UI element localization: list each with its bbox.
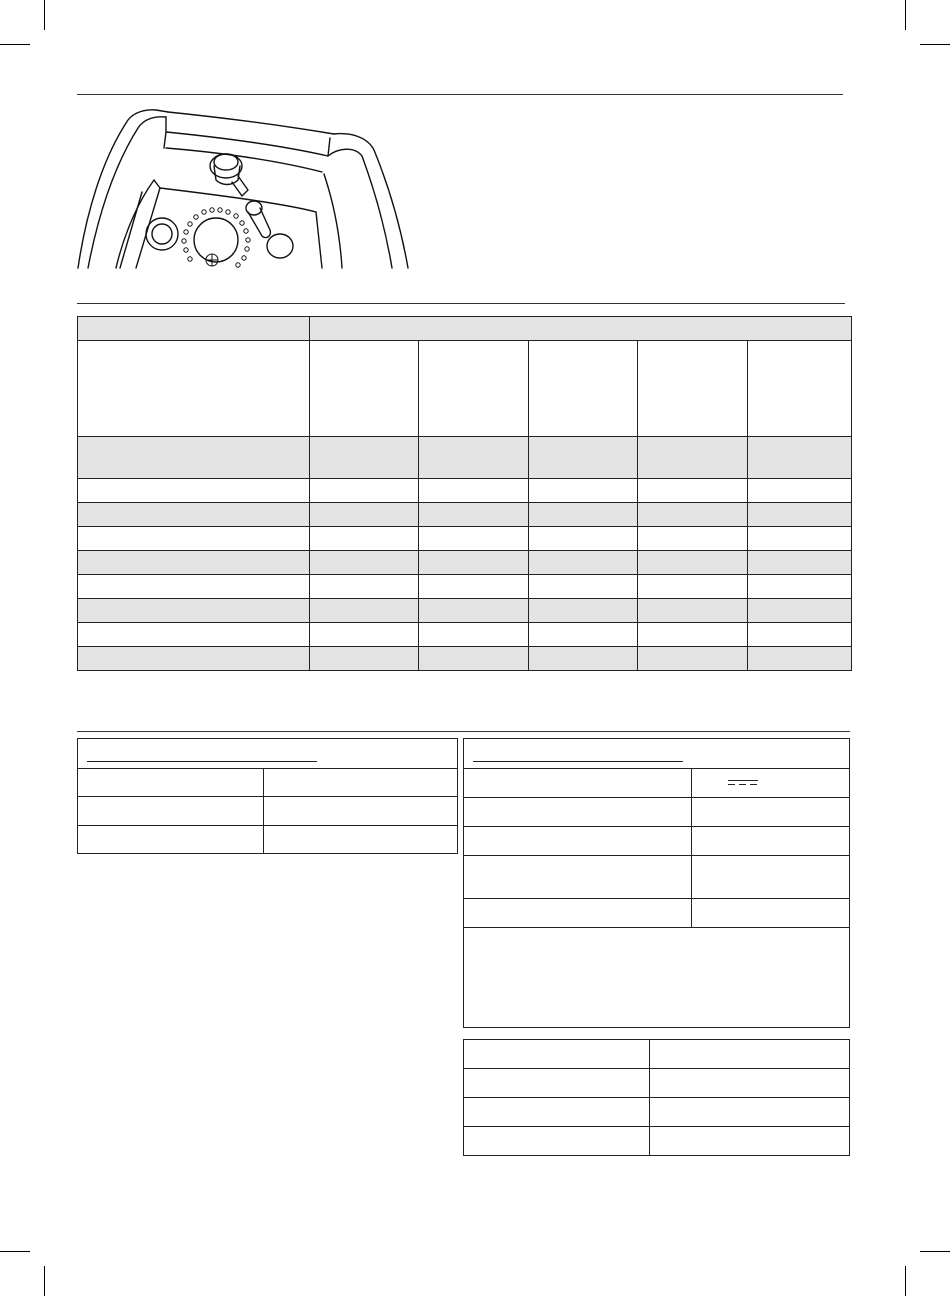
table-row [78, 527, 852, 551]
table-cell [78, 797, 264, 826]
table-header-row [78, 341, 852, 437]
table-cell [748, 479, 852, 503]
table-cell [638, 575, 748, 599]
table-cell [650, 1127, 850, 1156]
table-cell [78, 479, 310, 503]
right-spec-box [463, 738, 850, 1028]
table-cell [748, 503, 852, 527]
crop-mark [0, 44, 30, 45]
table-cell [419, 527, 529, 551]
table-cell [264, 769, 458, 797]
table-row [78, 826, 458, 854]
table-cell [638, 503, 748, 527]
table-cell [419, 575, 529, 599]
table-cell [264, 826, 458, 854]
section-rule-top [77, 94, 843, 95]
table-cell [78, 826, 264, 854]
table-cell [78, 437, 310, 479]
table-row [464, 899, 850, 928]
table-cell [464, 1069, 650, 1098]
table-cell [419, 503, 529, 527]
table-cell [78, 599, 310, 623]
table-row [464, 1127, 850, 1156]
table-cell [638, 479, 748, 503]
table-cell [264, 797, 458, 826]
table-cell [464, 856, 692, 899]
table-cell [419, 623, 529, 647]
table-cell [310, 479, 419, 503]
table-cell [748, 599, 852, 623]
table-row [78, 575, 852, 599]
table-row [78, 647, 852, 671]
title-underline [473, 761, 683, 762]
table-cell [529, 479, 638, 503]
table-row [464, 798, 850, 827]
table-row [78, 623, 852, 647]
table-cell [638, 527, 748, 551]
table-row [78, 503, 852, 527]
table-cell [650, 1098, 850, 1127]
table-cell [464, 1040, 650, 1069]
table-cell [638, 623, 748, 647]
table-cell [748, 527, 852, 551]
table-row [464, 1069, 850, 1098]
notes-row [464, 928, 850, 1028]
table-cell [529, 599, 638, 623]
table-cell [529, 551, 638, 575]
table-row [78, 599, 852, 623]
table-cell [748, 437, 852, 479]
table-row [464, 827, 850, 856]
table-cell [748, 551, 852, 575]
table-cell [529, 527, 638, 551]
box-title-cell [464, 739, 850, 769]
welder-control-panel-drawing [76, 104, 412, 270]
section-rule-lower [77, 731, 850, 732]
table-cell [748, 647, 852, 671]
table-cell [464, 899, 692, 928]
table-cell [529, 647, 638, 671]
table-cell [529, 623, 638, 647]
table-cell [529, 575, 638, 599]
table-cell [748, 341, 852, 437]
table-cell [310, 623, 419, 647]
table-cell [310, 503, 419, 527]
table-row [78, 479, 852, 503]
table-cell [78, 623, 310, 647]
table-cell [419, 551, 529, 575]
table-cell [310, 647, 419, 671]
table-cell [78, 341, 310, 437]
table-row [78, 769, 458, 797]
table-cell [78, 575, 310, 599]
table-cell [692, 827, 850, 856]
section-rule-middle [77, 303, 845, 304]
table-cell [419, 647, 529, 671]
bottom-spec-box [463, 1039, 850, 1156]
crop-mark [905, 1266, 906, 1296]
table-cell [419, 437, 529, 479]
left-spec-box [77, 738, 458, 854]
table-row [464, 1040, 850, 1069]
table-cell [692, 798, 850, 827]
table-cell [419, 341, 529, 437]
table-cell [638, 599, 748, 623]
table-cell [419, 599, 529, 623]
table-cell [78, 527, 310, 551]
table-cell [464, 798, 692, 827]
crop-mark [44, 1266, 45, 1296]
table-cell [692, 856, 850, 899]
box-title-row [78, 739, 458, 769]
table-cell [529, 341, 638, 437]
crop-mark [0, 1251, 30, 1252]
table-cell [748, 575, 852, 599]
table-cell [692, 769, 850, 798]
table-cell [310, 437, 419, 479]
table-row [78, 551, 852, 575]
table-header-row [78, 317, 852, 341]
crop-mark [920, 1251, 950, 1252]
table-cell [464, 827, 692, 856]
table-cell [310, 575, 419, 599]
box-title-row [464, 739, 850, 769]
table-row [464, 1098, 850, 1127]
table-row [78, 797, 458, 826]
crop-mark [44, 0, 45, 30]
table-cell [78, 503, 310, 527]
title-underline [87, 761, 317, 762]
table-cell [464, 1098, 650, 1127]
table-cell [692, 899, 850, 928]
table-cell [310, 341, 419, 437]
direct-current-symbol-icon [728, 778, 758, 788]
table-cell [529, 503, 638, 527]
table-cell [78, 647, 310, 671]
table-cell [464, 1127, 650, 1156]
table-cell [638, 437, 748, 479]
specification-table [77, 316, 852, 671]
table-cell [310, 551, 419, 575]
table-cell [748, 623, 852, 647]
table-cell [78, 769, 264, 797]
crop-mark [905, 0, 906, 30]
table-cell [650, 1040, 850, 1069]
header-span-cell [310, 317, 852, 341]
crop-mark [920, 44, 950, 45]
table-cell [638, 551, 748, 575]
table-cell [310, 527, 419, 551]
table-cell [650, 1069, 850, 1098]
table-cell [464, 769, 692, 798]
table-cell [638, 647, 748, 671]
notes-cell [464, 928, 850, 1028]
table-cell [638, 341, 748, 437]
table-cell [529, 437, 638, 479]
table-header-row [78, 437, 852, 479]
table-cell [310, 599, 419, 623]
table-cell [78, 551, 310, 575]
table-row [464, 856, 850, 899]
box-title-cell [78, 739, 458, 769]
table-row [464, 769, 850, 798]
header-label-cell [78, 317, 310, 341]
table-cell [419, 479, 529, 503]
